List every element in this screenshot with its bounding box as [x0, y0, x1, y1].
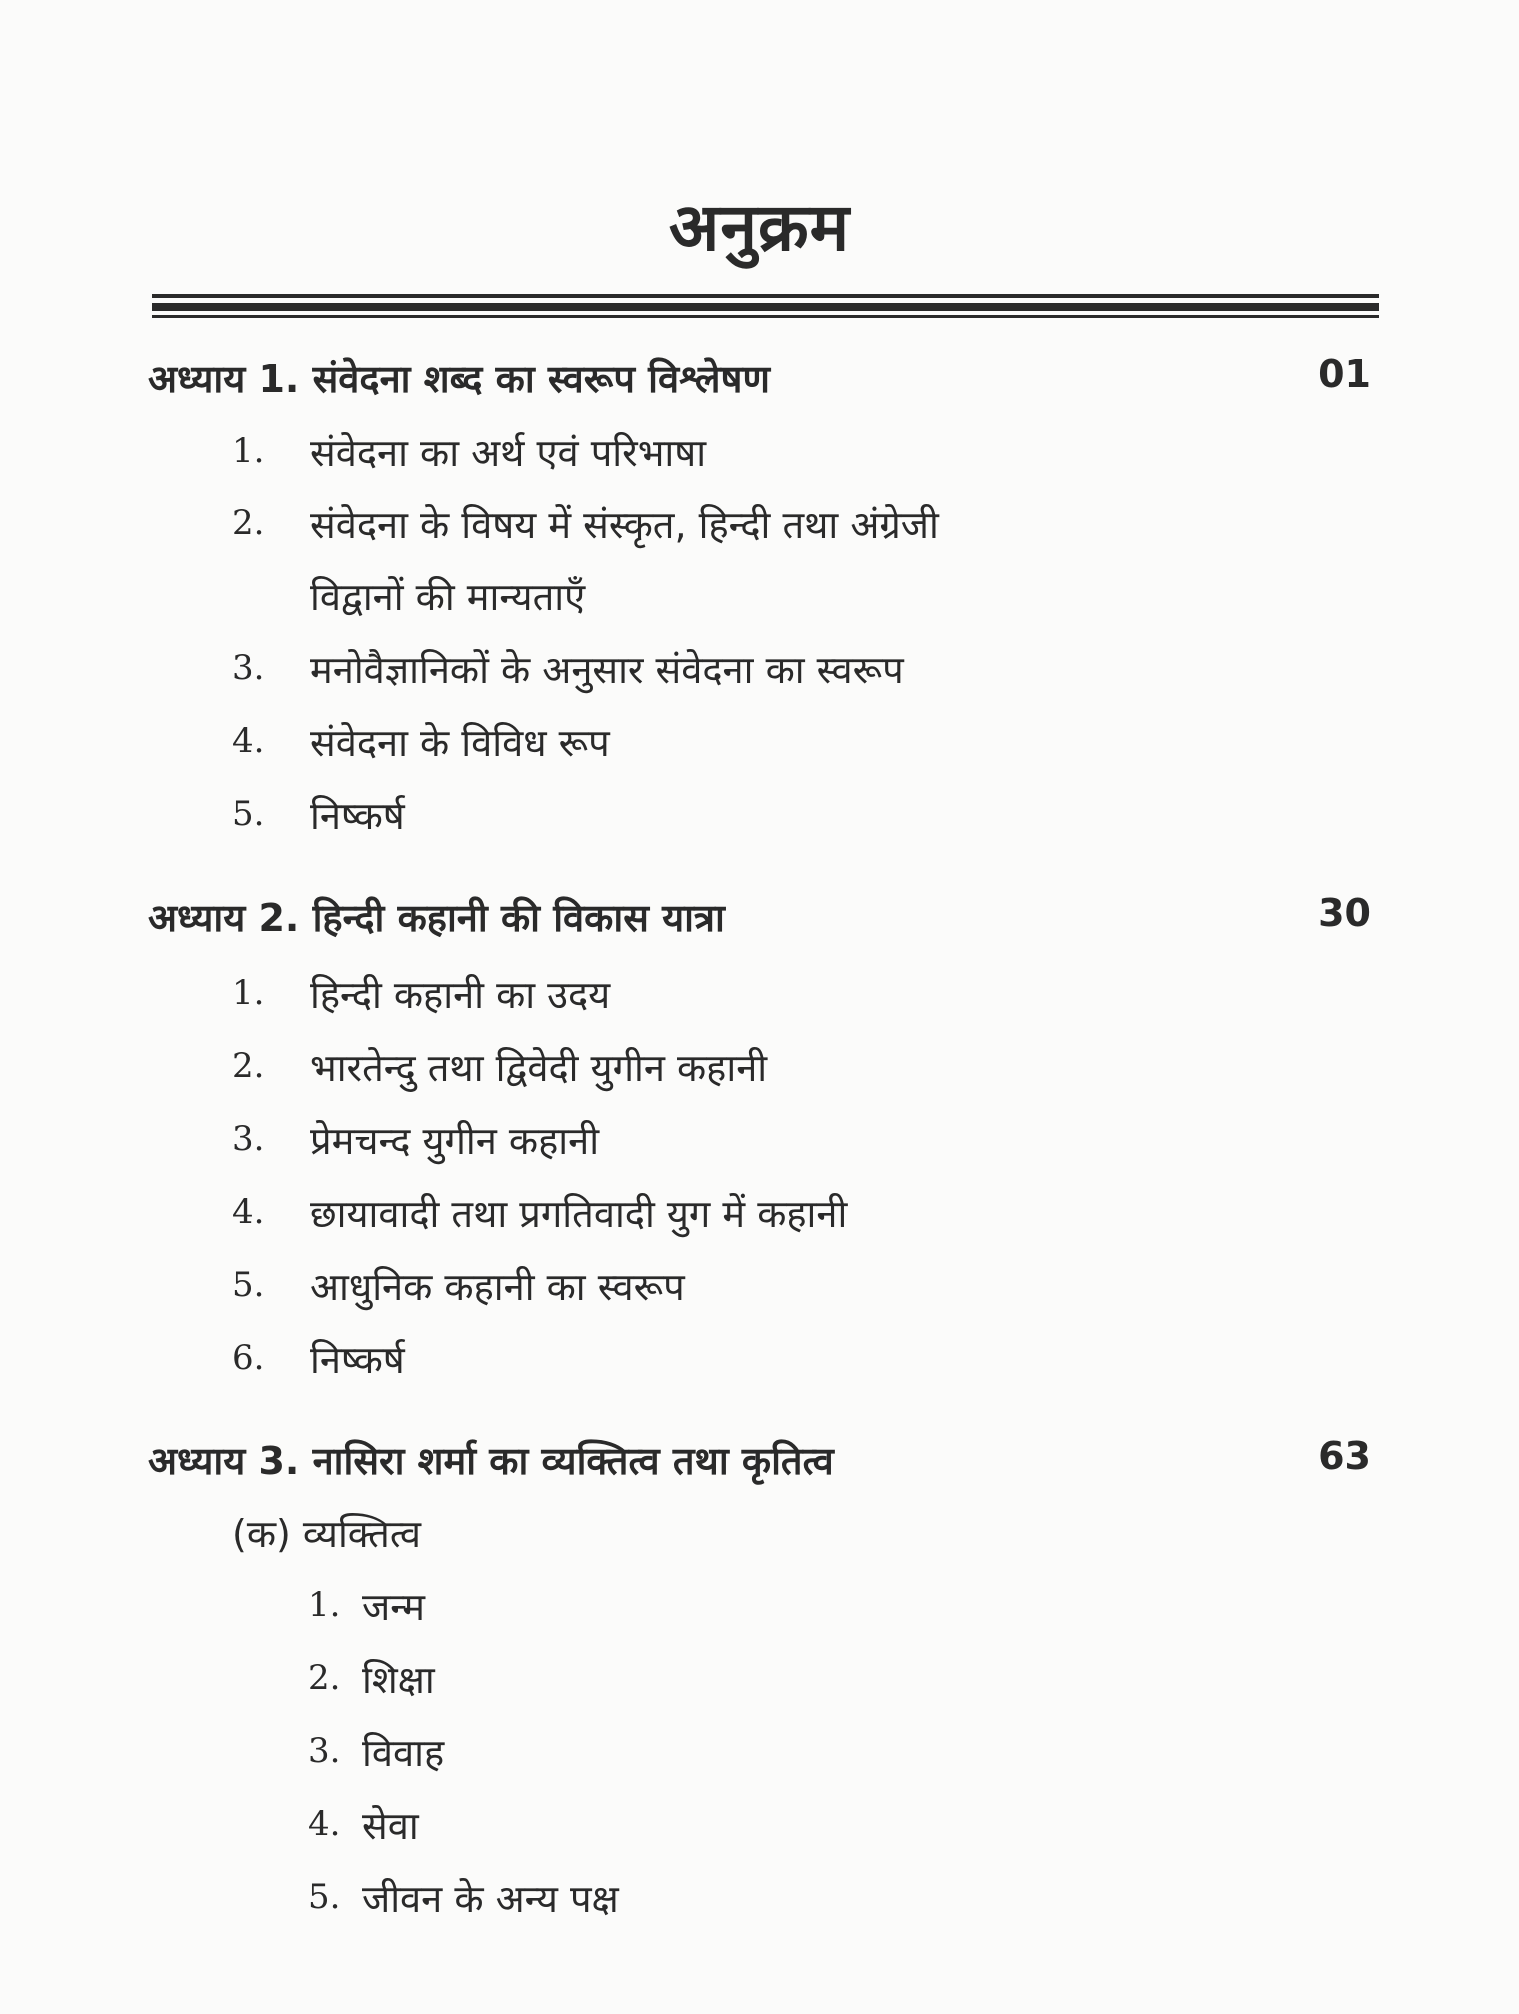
- toc-item: जीवन के अन्य पक्ष: [362, 1877, 619, 1921]
- item-number: 2.: [232, 1046, 265, 1086]
- toc-item: मनोवैज्ञानिकों के अनुसार संवेदना का स्वरूप: [310, 648, 904, 692]
- toc-item: विवाह: [362, 1731, 445, 1775]
- item-number: 4.: [232, 721, 265, 761]
- chapter-heading: अध्याय 2. हिन्दी कहानी की विकास यात्रा: [148, 896, 725, 940]
- item-number: 5.: [308, 1877, 341, 1917]
- item-number: 2.: [308, 1658, 341, 1698]
- item-number: 2.: [232, 503, 265, 543]
- section-subheading: (क) व्यक्तित्व: [232, 1512, 422, 1556]
- chapter-heading: अध्याय 1. संवेदना शब्द का स्वरूप विश्लेषण: [148, 357, 770, 401]
- title-rule-middle: [152, 303, 1379, 311]
- toc-item: हिन्दी कहानी का उदय: [310, 973, 611, 1017]
- toc-item: आधुनिक कहानी का स्वरूप: [310, 1265, 685, 1309]
- toc-item: छायावादी तथा प्रगतिवादी युग में कहानी: [310, 1192, 848, 1236]
- chapter-page-number: 30: [1318, 891, 1371, 935]
- item-number: 3.: [308, 1731, 341, 1771]
- toc-item: निष्कर्ष: [310, 1338, 405, 1382]
- item-number: 4.: [308, 1804, 341, 1844]
- toc-item: सेवा: [362, 1804, 419, 1848]
- page-title: अनुक्रम: [668, 189, 851, 266]
- chapter-page-number: 01: [1318, 352, 1371, 396]
- toc-item: शिक्षा: [362, 1658, 435, 1702]
- toc-item: संवेदना के विविध रूप: [310, 721, 610, 765]
- item-number: 4.: [232, 1192, 265, 1232]
- title-rule-top: [152, 294, 1379, 298]
- toc-item: संवेदना का अर्थ एवं परिभाषा: [310, 431, 707, 475]
- toc-item: भारतेन्दु तथा द्विवेदी युगीन कहानी: [310, 1046, 768, 1090]
- toc-item: संवेदना के विषय में संस्कृत, हिन्दी तथा अंग्रेजी: [310, 503, 939, 547]
- toc-item-continuation: विद्वानों की मान्यताएँ: [310, 575, 586, 619]
- chapter-page-number: 63: [1318, 1434, 1371, 1478]
- item-number: 1.: [232, 973, 265, 1013]
- item-number: 1.: [232, 431, 265, 471]
- item-number: 3.: [232, 1119, 265, 1159]
- item-number: 5.: [232, 1265, 265, 1305]
- item-number: 5.: [232, 794, 265, 834]
- chapter-heading: अध्याय 3. नासिरा शर्मा का व्यक्तित्व तथा कृतित्व: [148, 1439, 834, 1483]
- item-number: 3.: [232, 648, 265, 688]
- toc-item: निष्कर्ष: [310, 794, 405, 838]
- toc-item: प्रेमचन्द युगीन कहानी: [310, 1119, 600, 1163]
- toc-item: जन्म: [362, 1585, 426, 1629]
- item-number: 1.: [308, 1585, 341, 1625]
- title-rule-bottom: [152, 315, 1379, 318]
- item-number: 6.: [232, 1338, 265, 1378]
